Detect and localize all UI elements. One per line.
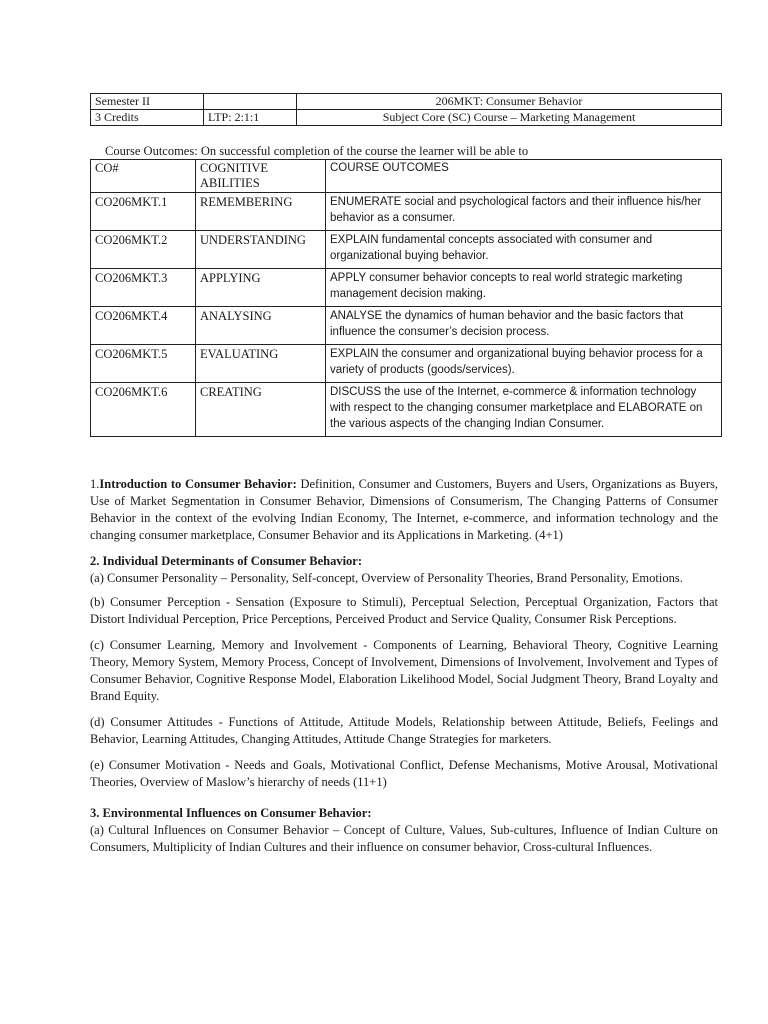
co-id: CO206MKT.3 bbox=[91, 269, 196, 307]
section-text: Definition, Consumer and Customers, Buyers and Users, Organizations as Buyers, Use of Market Segmentation in Consumer Behavior, Dimensions of Consumerism, The Changing Patterns of Consumer Behavior in the context of the evolving Indian Economy, The Internet, e-commerce, and information technology and the changing consumer marketplace, Consumer Behavior and its Applications in Marketing. (4+1) bbox=[90, 477, 718, 542]
table-row bbox=[91, 231, 722, 269]
subsection-a: (a) Consumer Personality – Personality, Self-concept, Overview of Personality Theories, Brand Personality, Emotions. bbox=[90, 571, 683, 585]
table-row bbox=[91, 345, 722, 383]
cognitive-ability: ANALYSING bbox=[196, 307, 326, 345]
subsection-a: (a) Cultural Influences on Consumer Behavior – Concept of Culture, Values, Sub-cultures, Influence of Indian Culture on Consumers, Multiplicity of Indian Cultures and their influence on consumer behavior, Cross-cultural Influences. bbox=[90, 823, 718, 854]
ltp-cell: LTP: 2:1:1 bbox=[204, 110, 297, 126]
cognitive-ability: REMEMBERING bbox=[196, 193, 326, 231]
section-1 bbox=[90, 476, 718, 544]
credits-cell: 3 Credits bbox=[91, 110, 204, 126]
course-outcome: EXPLAIN fundamental concepts associated with consumer and organizational buying behavior. bbox=[326, 231, 722, 269]
table-header-row bbox=[91, 160, 722, 193]
table-row bbox=[91, 307, 722, 345]
cognitive-ability: UNDERSTANDING bbox=[196, 231, 326, 269]
course-code-title-cell: 206MKT: Consumer Behavior bbox=[297, 94, 722, 110]
section-title: Introduction to Consumer Behavior: bbox=[99, 477, 297, 491]
syllabus-sections bbox=[90, 476, 718, 865]
header-row bbox=[91, 110, 722, 126]
course-outcomes-intro: Course Outcomes: On successful completion of the course the learner will be able to bbox=[105, 144, 529, 158]
course-outcome: ENUMERATE social and psychological factors and their influence his/her behavior as a consumer. bbox=[326, 193, 722, 231]
column-header-outcomes: COURSE OUTCOMES bbox=[326, 160, 722, 193]
empty-cell bbox=[204, 94, 297, 110]
subsection-b: (b) Consumer Perception - Sensation (Exposure to Stimuli), Perceptual Selection, Perceptual Organization, Factors that Distort Individual Perception, Price Perceptions, Perceived Product and Service Quality, Consumer Risk Perceptions. bbox=[90, 595, 718, 626]
section-number: 1. bbox=[90, 477, 100, 491]
table-row bbox=[91, 193, 722, 231]
co-id: CO206MKT.4 bbox=[91, 307, 196, 345]
co-id: CO206MKT.1 bbox=[91, 193, 196, 231]
subsection-d: (d) Consumer Attitudes - Functions of Attitude, Attitude Models, Relationship between Attitude, Beliefs, Feelings and Behavior, Learning Attitudes, Changing Attitudes, Attitude Change Strategies for marketers. bbox=[90, 715, 718, 746]
semester-cell: Semester II bbox=[91, 94, 204, 110]
column-header-cognitive: COGNITIVE ABILITIES bbox=[196, 160, 326, 193]
subsection-c: (c) Consumer Learning, Memory and Involvement - Components of Learning, Behavioral Theory, Cognitive Learning Theory, Memory System, Memory Process, Concept of Involvement, Dimensions of Involvement, Involvement and Types of Consumer Behavior, Cognitive Response Model, Elaboration Likelihood Model, Social Judgment Theory, Brand Loyalty and Brand Equity. bbox=[90, 638, 718, 703]
cognitive-ability: EVALUATING bbox=[196, 345, 326, 383]
course-outcomes-table bbox=[90, 159, 722, 437]
course-outcome: APPLY consumer behavior concepts to real world strategic marketing management decision making. bbox=[326, 269, 722, 307]
course-header-table bbox=[90, 93, 722, 126]
header-row bbox=[91, 94, 722, 110]
course-outcome: EXPLAIN the consumer and organizational buying behavior process for a variety of products (goods/services). bbox=[326, 345, 722, 383]
section-2-heading bbox=[90, 553, 718, 587]
column-header-co: CO# bbox=[91, 160, 196, 193]
co-id: CO206MKT.6 bbox=[91, 383, 196, 437]
section-title: 3. Environmental Influences on Consumer Behavior: bbox=[90, 806, 372, 820]
co-id: CO206MKT.2 bbox=[91, 231, 196, 269]
table-row bbox=[91, 383, 722, 437]
table-row bbox=[91, 269, 722, 307]
course-outcome: DISCUSS the use of the Internet, e-commerce & information technology with respect to the changing consumer marketplace and ELABORATE on the various aspects of the changing Indian Consumer. bbox=[326, 383, 722, 437]
co-id: CO206MKT.5 bbox=[91, 345, 196, 383]
cognitive-ability: CREATING bbox=[196, 383, 326, 437]
course-type-cell: Subject Core (SC) Course – Marketing Management bbox=[297, 110, 722, 126]
course-outcome: ANALYSE the dynamics of human behavior and the basic factors that influence the consumer’s decision process. bbox=[326, 307, 722, 345]
section-title: 2. Individual Determinants of Consumer Behavior: bbox=[90, 554, 363, 568]
subsection-e: (e) Consumer Motivation - Needs and Goals, Motivational Conflict, Defense Mechanisms, Motive Arousal, Motivational Theories, Overview of Maslow’s hierarchy of needs (11+1) bbox=[90, 758, 718, 789]
section-3 bbox=[90, 805, 718, 856]
cognitive-ability: APPLYING bbox=[196, 269, 326, 307]
